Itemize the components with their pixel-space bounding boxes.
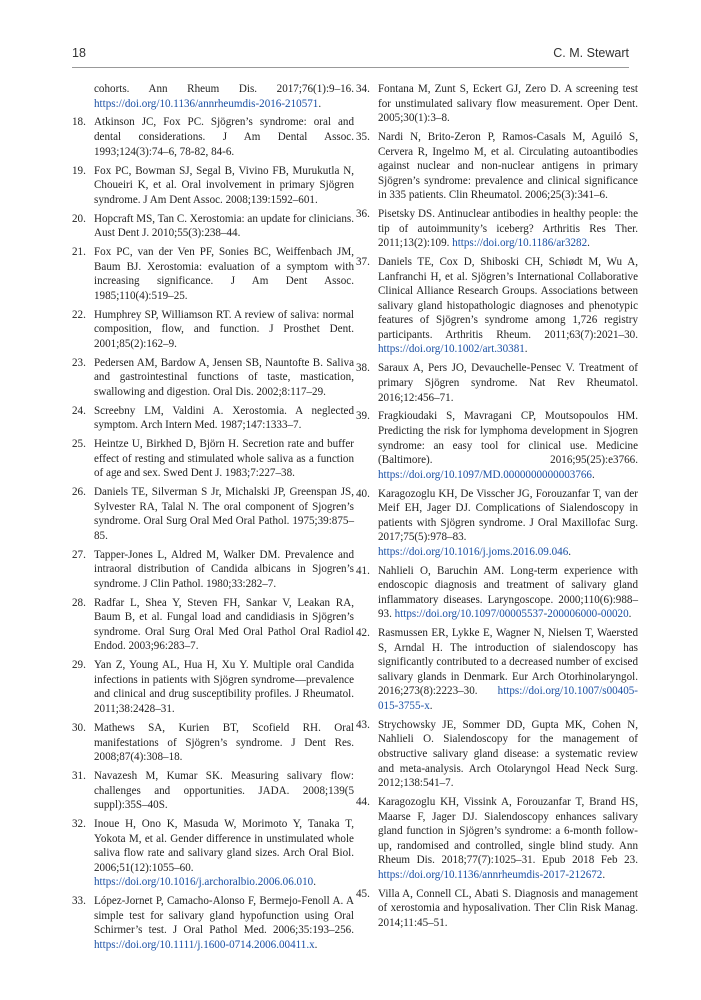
reference-text: Heintze U, Birkhed D, Björn H. Secretion rate and buffer effect of resting and stimulated whole saliva as a function of age and sex. Swed Dent J. 1983;7:227–38. (94, 438, 354, 480)
reference-item (72, 658, 354, 716)
reference-item (72, 212, 354, 241)
doi-link[interactable]: https://doi.org/10.1136/annrheumdis-2017-212672 (378, 868, 603, 881)
reference-number: 22. (72, 308, 86, 321)
reference-tail: . (313, 876, 316, 889)
reference-tail: . (628, 608, 632, 621)
reference-body (378, 130, 638, 203)
header-rule (72, 67, 629, 68)
reference-number: 27. (72, 548, 86, 561)
reference-number: 19. (72, 164, 86, 177)
reference-item (356, 130, 638, 203)
reference-item (72, 245, 354, 303)
reference-text: Daniels TE, Silverman S Jr, Michalski JP, Greenspan JS, Sylvester RA, Talal N. The oral component of Sjogren’s syndrome. Oral Surg Oral Med Oral Pathol. 1975;39:875–85. (94, 486, 354, 542)
reference-number: 30. (72, 721, 86, 734)
reference-tail: . (318, 97, 322, 110)
running-author: C. M. Stewart (553, 46, 629, 60)
reference-number: 40. (356, 487, 370, 500)
reference-text: Villa A, Connell CL, Abati S. Diagnosis and management of xerostomia and hyposalivation. Ther Clin Risk Manag. 2014;11:45–51. (378, 887, 638, 929)
reference-text: Fox PC, Bowman SJ, Segal B, Vivino FB, Murukutla N, Choueiri K, et al. Oral involvement in primary Sjögren syndrome. J Am Dent Assoc. 2008;139:1592–601. (94, 164, 354, 206)
reference-number: 35. (356, 131, 370, 144)
reference-body (378, 207, 638, 251)
doi-link[interactable]: https://doi.org/10.1002/art.30381 (378, 343, 525, 356)
reference-body (94, 164, 354, 208)
reference-item (72, 817, 354, 890)
doi-link[interactable]: https://doi.org/10.1097/00005537-200006000-00020 (394, 608, 629, 621)
reference-body (94, 404, 354, 433)
doi-link[interactable]: https://doi.org/10.1111/j.1600-0714.2006.00411.x (94, 938, 315, 951)
reference-body (94, 596, 354, 654)
reference-body (378, 409, 638, 482)
reference-column-left (72, 82, 354, 957)
reference-body (94, 548, 354, 592)
reference-body (378, 626, 638, 713)
reference-item (72, 115, 354, 159)
reference-body (378, 564, 638, 622)
reference-item (72, 894, 354, 952)
reference-text: Karagozoglu KH, Vissink A, Forouzanfar T, Brand HS, Maarse F, Jager DJ. Sialendoscopy enhances salivary gland function in Sjögren’s syndrome: a 6-month follow-up, randomised and controlled, single blind study. Ann Rheum Dis. 2018;77(7):1025–31. Epub 2018 Feb 23. (378, 796, 638, 867)
reference-list (72, 115, 354, 952)
reference-number: 31. (72, 769, 86, 782)
reference-text: Fontana M, Zunt S, Eckert GJ, Zero D. A screening test for unstimulated salivary flow measurement. Oper Dent. 2005;30(1):3–8. (378, 83, 638, 125)
reference-number: 38. (356, 362, 370, 375)
reference-tail: . (587, 237, 590, 250)
reference-text: Hopcraft MS, Tan C. Xerostomia: an update for clinicians. Aust Dent J. 2010;55(3):238–44. (94, 212, 354, 240)
reference-number: 28. (72, 596, 86, 609)
reference-item (72, 308, 354, 352)
reference-item (356, 255, 638, 357)
reference-body (378, 487, 638, 560)
doi-link[interactable]: https://doi.org/10.1136/annrheumdis-2016-210571 (94, 97, 319, 110)
reference-body (94, 245, 354, 303)
reference-number: 23. (72, 356, 86, 369)
reference-number: 25. (72, 438, 86, 451)
reference-text: Strychowsky JE, Sommer DD, Gupta MK, Cohen N, Nahlieli O. Sialendoscopy for the management of obstructive salivary gland disease: a systematic review and meta-analysis. Arch Otolaryngol Head Neck Surg. 2012;138:541–7. (378, 718, 638, 790)
reference-item (72, 164, 354, 208)
reference-item (356, 887, 638, 931)
reference-item (72, 404, 354, 433)
reference-text: López-Jornet P, Camacho-Alonso F, Bermejo-Fenoll A. A simple test for salivary gland hypofunction using Oral Schirmer’s test. J Oral Pathol Med. 2006;35:193–256. (94, 895, 354, 937)
reference-text: Radfar L, Shea Y, Steven FH, Sankar V, Leakan RA, Baum B, et al. Fungal load and candidiasis in Sjögren’s syndrome. Oral Surg Oral Med Oral Pathol Oral Radiol Endod. 2003;96:283–7. (94, 596, 354, 653)
reference-item (72, 437, 354, 481)
reference-body (94, 721, 354, 765)
page-number: 18 (72, 46, 86, 60)
reference-item (72, 548, 354, 592)
reference-number: 29. (72, 659, 86, 672)
reference-number: 41. (356, 564, 370, 577)
reference-item (72, 356, 354, 400)
reference-item (356, 361, 638, 405)
reference-text: Karagozoglu KH, De Visscher JG, Forouzanfar T, van der Meif EH, Jager DJ. Complications of Sialendoscopy in patients with Sjögren syndrome. J Oral Maxillofac Surg. 2017;75(5):978–83. (378, 487, 638, 544)
reference-number: 34. (356, 83, 370, 95)
reference-body (378, 887, 638, 931)
reference-body (378, 82, 638, 126)
reference-text: Daniels TE, Cox D, Shiboski CH, Schiødt M, Wu A, Lanfranchi H, et al. Sjögren’s International Collaborative Clinical Alliance Research Groups. Associations between salivary gland histopathologic diagnoses and phenotypic features of Sjögren’s syndrome among 1,726 registry participants. Arthritis Rheum. 2011;63(7):2021–30. (378, 256, 638, 341)
reference-item (72, 596, 354, 654)
reference-number: 26. (72, 486, 86, 499)
reference-body (94, 356, 354, 400)
reference-item (356, 82, 638, 126)
reference-number: 32. (72, 818, 86, 831)
reference-body (378, 718, 638, 791)
reference-tail: . (591, 468, 595, 481)
reference-body (378, 361, 638, 405)
reference-item (356, 718, 638, 791)
reference-body (94, 308, 354, 352)
reference-number: 37. (356, 256, 370, 269)
reference-text: Fragkioudaki S, Mavragani CP, Moutsopoulos HM. Predicting the risk for lymphoma development in Sjogren syndrome: an easy tool for clinical use. Medicine (Baltimore). 2016;95(25):e3766. (378, 410, 638, 467)
reference-text: Humphrey SP, Williamson RT. A review of saliva: normal composition, flow, and function. J Prosthet Dent. 2001;85(2):162–9. (94, 308, 354, 350)
doi-link[interactable]: https://doi.org/10.1097/MD.0000000000003766 (378, 468, 592, 481)
reference-tail: . (602, 868, 606, 881)
reference-text: Nahlieli O, Baruchin AM. Long-term experience with endoscopic diagnosis and treatment of salivary gland inflammatory diseases. Laryngoscope. 2000;110(6):988–93. (378, 564, 638, 621)
doi-link[interactable]: https://doi.org/10.1186/ar3282 (452, 237, 588, 250)
reference-body (94, 115, 354, 159)
reference-text: Atkinson JC, Fox PC. Sjögren’s syndrome: oral and dental considerations. J Am Dental Assoc. 1993;124(3):74–6, 78-82, 84-6. (94, 116, 354, 158)
reference-tail: . (524, 343, 528, 356)
reference-list (356, 82, 638, 930)
reference-number: 42. (356, 627, 370, 640)
doi-link[interactable]: https://doi.org/10.1016/j.archoralbio.2006.06.010 (94, 876, 314, 889)
reference-item (356, 795, 638, 882)
reference-number: 45. (356, 887, 370, 900)
reference-text: Yan Z, Young AL, Hua H, Xu Y. Multiple oral Candida infections in patients with Sjögren syndrome—prevalence and clinical and drug susceptibility profiles. J Rheumatol. 2011;38:2428–31. (94, 659, 354, 716)
running-header (72, 46, 629, 66)
reference-number: 20. (72, 212, 86, 225)
reference-item (72, 769, 354, 813)
reference-body (378, 795, 638, 882)
reference-body (94, 817, 354, 890)
reference-column-right (356, 82, 638, 935)
reference-body (94, 212, 354, 241)
reference-item (72, 721, 354, 765)
reference-body (94, 894, 354, 952)
reference-body (94, 437, 354, 481)
reference-text: cohorts. Ann Rheum Dis. 2017;76(1):9–16. (94, 83, 354, 95)
reference-text: Saraux A, Pers JO, Devauchelle-Pensec V. Treatment of primary Sjögren syndrome. Nat Rev Rheumatol. 2016;12:456–71. (378, 362, 638, 404)
reference-text: Tapper-Jones L, Aldred M, Walker DM. Prevalence and intraoral distribution of Candida albicans in Sjogren’s syndrome. J Clin Pathol. 1980;33:282–7. (94, 548, 354, 590)
reference-item (356, 564, 638, 622)
reference-text: Pisetsky DS. Antinuclear antibodies in healthy people: the tip of autoimmunity’s iceberg? Arthritis Res Ther. 2011;13(2):109. (378, 208, 638, 250)
reference-continuation (94, 82, 354, 111)
reference-tail: . (314, 938, 318, 951)
reference-text: Pedersen AM, Bardow A, Jensen SB, Nauntofte B. Saliva and gastrointestinal functions of taste, mastication, swallowing and digestion. Oral Dis. 2002;8:117–29. (94, 356, 354, 398)
reference-body (378, 255, 638, 357)
reference-item (356, 207, 638, 251)
reference-item (356, 487, 638, 560)
reference-text: Nardi N, Brito-Zeron P, Ramos-Casals M, Aguiló S, Cervera R, Ingelmo M, et al. Circulating autoantibodies against nuclear and non-nuclear antigens in primary Sjögren’s syndrome: prevalence and clinical significance in 335 patients. Clin Rheumatol. 2006;25(3):341–6. (378, 131, 638, 202)
reference-item (72, 485, 354, 543)
reference-number: 21. (72, 246, 86, 259)
reference-number: 43. (356, 718, 370, 731)
reference-text: Fox PC, van der Ven PF, Sonies BC, Weiffenbach JM, Baum BJ. Xerostomia: evaluation of a symptom with increasing significance. J Am Dent Assoc. 1985;110(4):519–25. (94, 246, 354, 302)
reference-tail: . (568, 545, 572, 558)
doi-link[interactable]: https://doi.org/10.1007/s00405-015-3755-x (378, 685, 638, 712)
reference-number: 24. (72, 404, 86, 417)
reference-item (356, 626, 638, 713)
reference-number: 36. (356, 208, 370, 221)
reference-body (94, 658, 354, 716)
reference-item (356, 409, 638, 482)
doi-link[interactable]: https://doi.org/10.1016/j.joms.2016.09.046 (378, 545, 569, 558)
reference-number: 44. (356, 796, 370, 809)
reference-text: Navazesh M, Kumar SK. Measuring salivary flow: challenges and opportunities. JADA. 2008;139(5 suppl):35S–40S. (94, 769, 354, 812)
reference-text: Mathews SA, Kurien BT, Scofield RH. Oral manifestations of Sjögren’s syndrome. J Dent Res. 2008;87(4):308–18. (94, 721, 354, 764)
reference-text: Inoue H, Ono K, Masuda W, Morimoto Y, Tanaka T, Yokota M, et al. Gender difference in unstimulated whole saliva flow rate and salivary gland sizes. Arch Oral Biol. 2006;51(12):1055–60. (94, 818, 354, 874)
reference-text: Rasmussen ER, Lykke E, Wagner N, Nielsen T, Waersted S, Arndal H. The introduction of sialendoscopy has significantly contributed to a decreased number of excised salivary glands in Denmark. Eur Arch Otorhinolaryngol. 2016;273(8):2223–30. (378, 627, 638, 698)
reference-tail: . (429, 700, 433, 712)
reference-body (94, 485, 354, 543)
reference-text: Screebny LM, Valdini A. Xerostomia. A neglected symptom. Arch Intern Med. 1987;147:1333–7. (94, 404, 354, 432)
reference-body (94, 769, 354, 813)
reference-number: 33. (72, 895, 86, 908)
reference-number: 18. (72, 116, 86, 129)
reference-number: 39. (356, 410, 370, 423)
